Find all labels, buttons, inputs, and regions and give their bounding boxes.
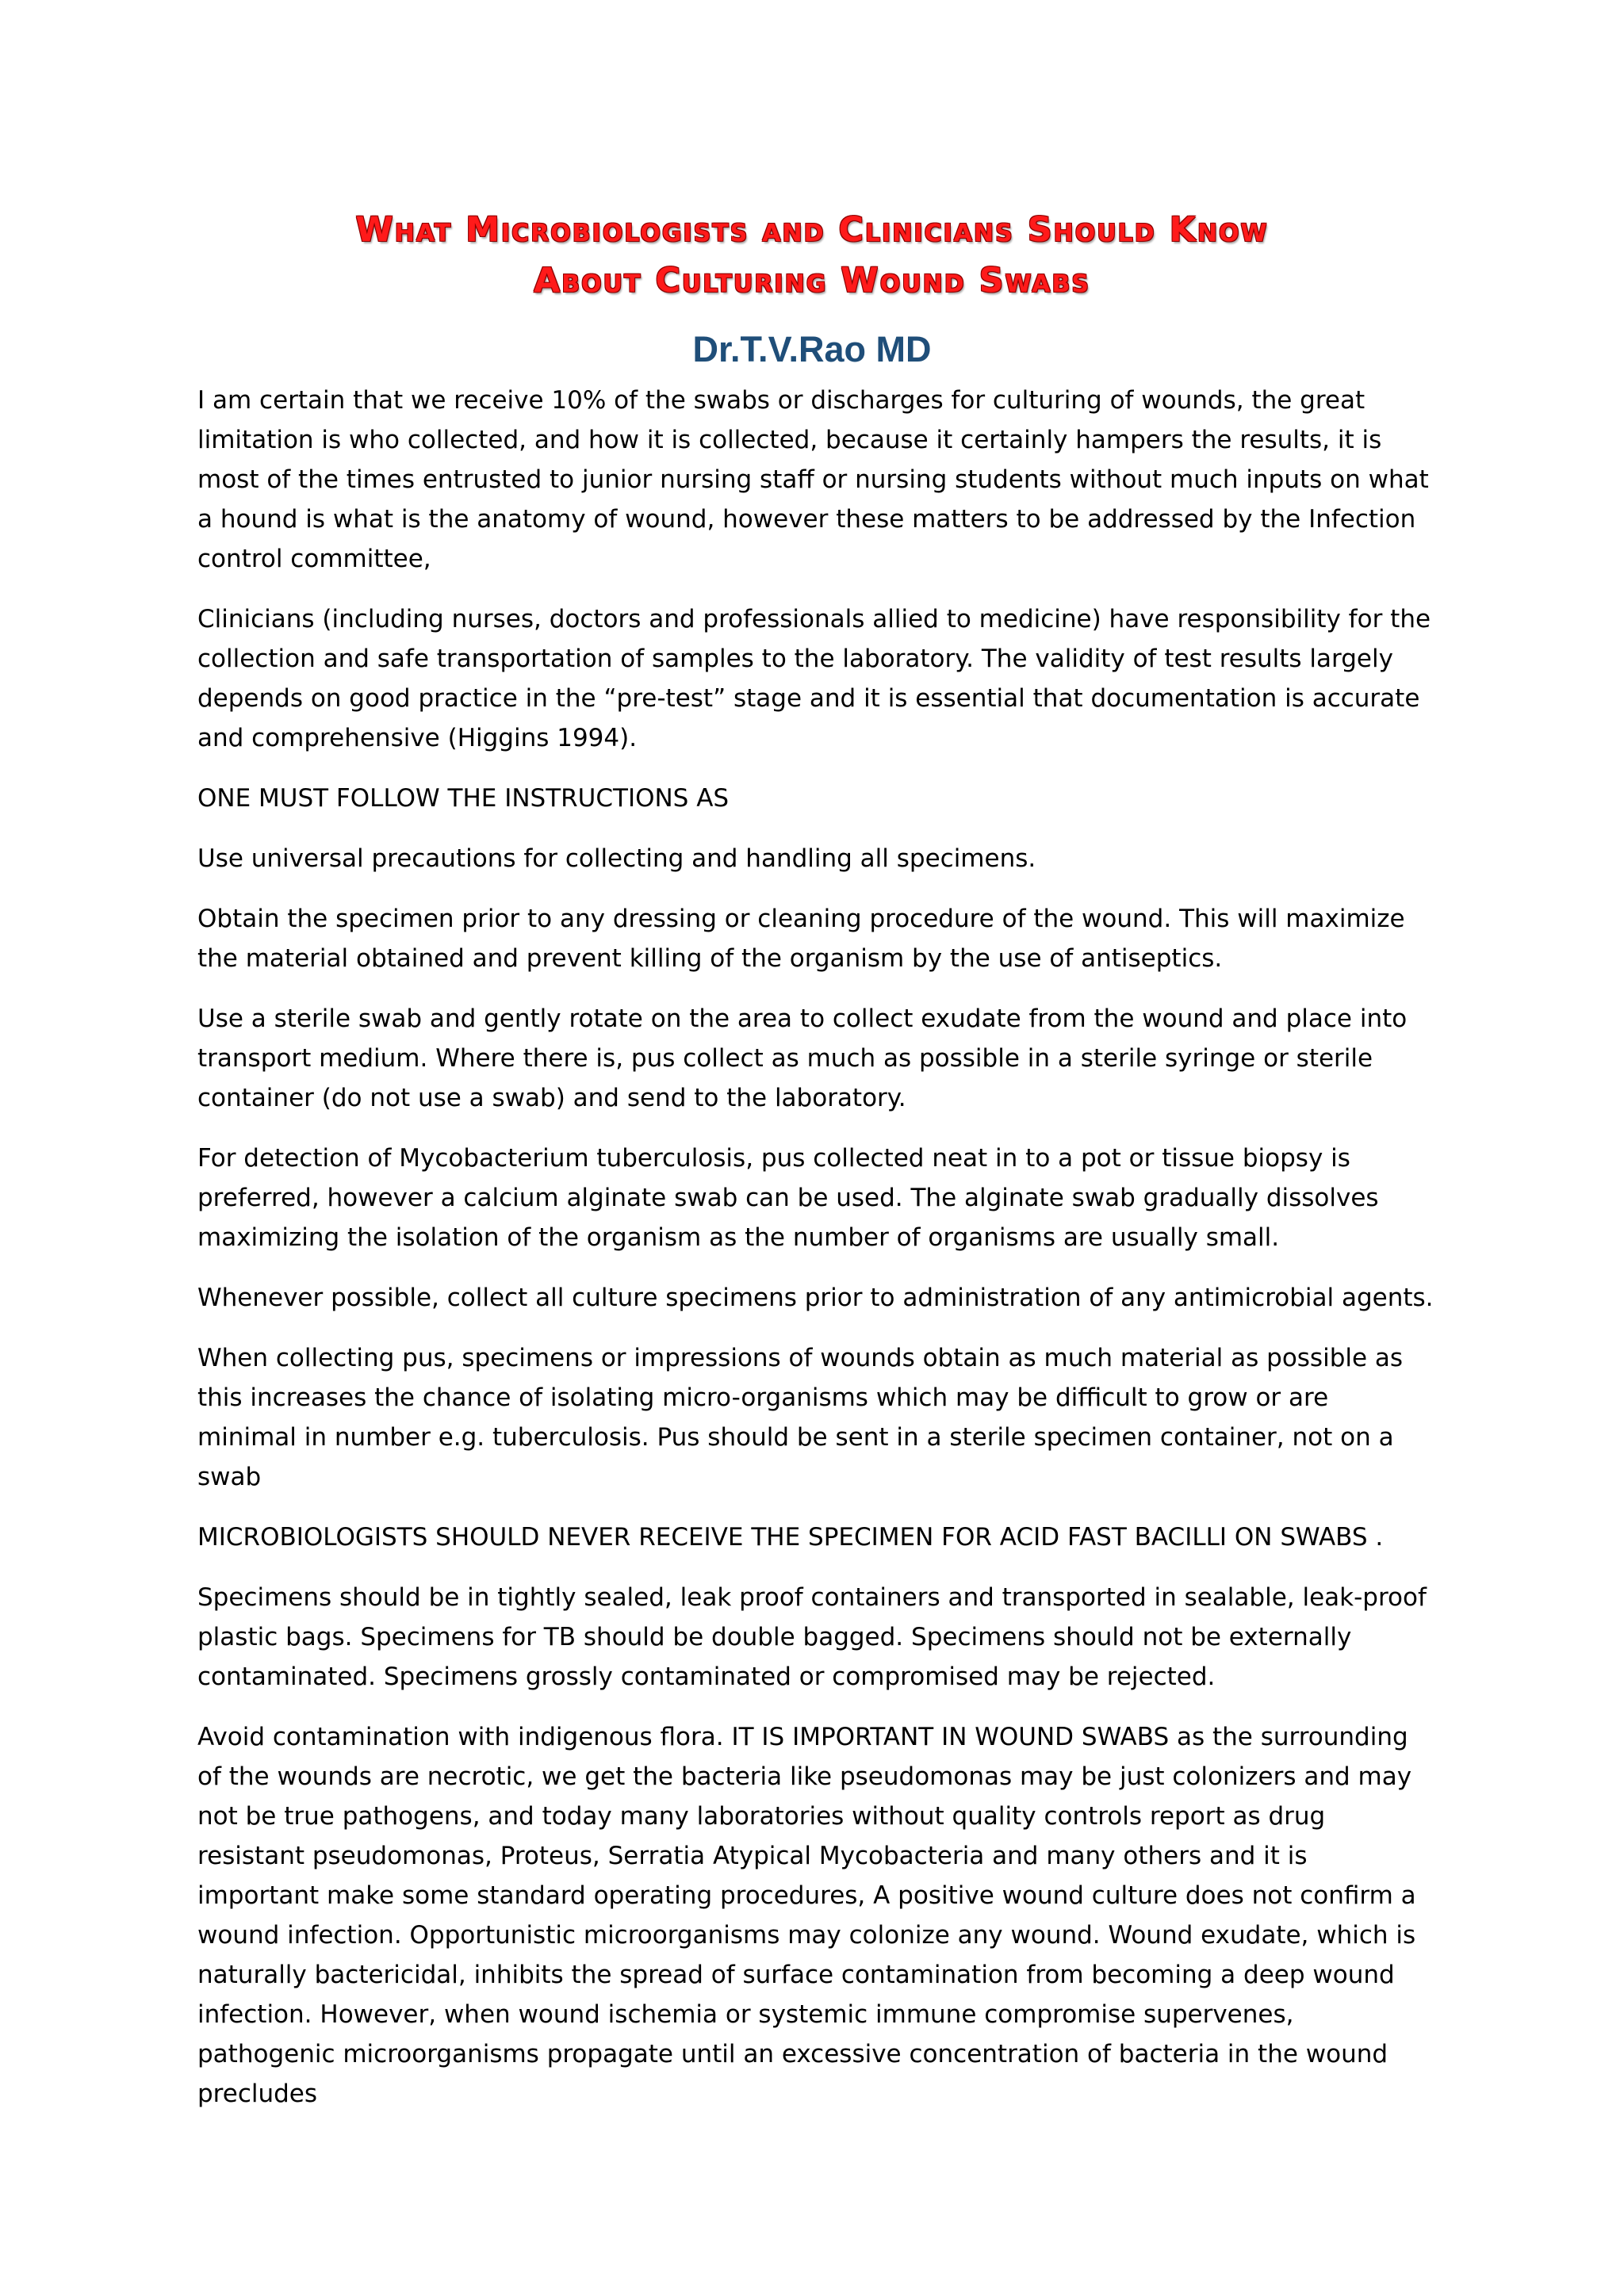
paragraph-afb-warning: MICROBIOLOGISTS SHOULD NEVER RECEIVE THE SPECIMEN FOR ACID FAST BACILLI ON SWABS .: [197, 1523, 1384, 1552]
title-line-1: What Microbiologists and Clinicians Should Know: [355, 210, 1269, 250]
paragraph-universal-precautions: Use universal precautions for collecting and handling all specimens.: [197, 844, 1036, 873]
paragraph-sterile-swab: Use a sterile swab and gently rotate on the area to collect exudate from the wound and place into transport medium. Where there is, pus collect as much as possible in a sterile syringe or sterile container (do not use a swab) and send to the laboratory.: [197, 1004, 1408, 1112]
author-name: Dr.T.V.Rao MD: [692, 329, 932, 369]
paragraph-prior-antimicrobial: Whenever possible, collect all culture specimens prior to administration of any antimicrobial agents.: [197, 1284, 1434, 1312]
document-title: [190, 205, 1434, 306]
paragraph-collecting-pus: When collecting pus, specimens or impressions of wounds obtain as much material as possible as this increases the chance of isolating micro-organisms which may be difficult to grow or are minimal in number e.g. tuberculosis. Pus should be sent in a sterile specimen container, not on a swab: [197, 1344, 1404, 1491]
paragraph-intro: I am certain that we receive 10% of the swabs or discharges for culturing of wounds, the great limitation is who collected, and how it is collected, because it certainly hampers the results, it is most of the times entrusted to junior nursing staff or nursing students without much inputs on what a hound is what is the anatomy of wound, however these matters to be addressed by the Infection control committee,: [197, 386, 1429, 573]
paragraph-containers: Specimens should be in tightly sealed, leak proof containers and transported in sealable, leak-proof plastic bags. Specimens for TB should be double bagged. Specimens should not be externally contaminated. Specimens grossly contaminated or compromised may be rejected.: [197, 1583, 1427, 1691]
paragraph-instructions-heading: ONE MUST FOLLOW THE INSTRUCTIONS AS: [197, 784, 730, 813]
paragraph-contamination: Avoid contamination with indigenous flora. IT IS IMPORTANT IN WOUND SWABS as the surrounding of the wounds are necrotic, we get the bacteria like pseudomonas may be just colonizers and may not be true pathogens, and today many laboratories without quality controls report as drug resistant pseudomonas, Proteus, Serratia Atypical Mycobacteria and many others and it is important make some standard operating procedures, A positive wound culture does not confirm a wound infection. Opportunistic microorganisms may colonize any wound. Wound exudate, which is naturally bactericidal, inhibits the spread of surface contamination from becoming a deep wound infection. However, when wound ischemia or systemic immune compromise supervenes, pathogenic microorganisms propagate until an excessive concentration of bacteria in the wound precludes: [197, 1723, 1416, 2108]
paragraph-obtain-specimen: Obtain the specimen prior to any dressing or cleaning procedure of the wound. This will maximize the material obtained and prevent killing of the organism by the use of antiseptics.: [197, 905, 1405, 973]
paragraph-tuberculosis: For detection of Mycobacterium tuberculosis, pus collected neat in to a pot or tissue biopsy is preferred, however a calcium alginate swab can be used. The alginate swab gradually dissolves maximizing the isolation of the organism as the number of organisms are usually small.: [197, 1144, 1379, 1252]
paragraph-clinicians: Clinicians (including nurses, doctors and professionals allied to medicine) have responsibility for the collection and safe transportation of samples to the laboratory. The validity of test results largely depends on good practice in the “pre-test” stage and it is essential that documentation is accurate and comprehensive (Higgins 1994).: [197, 605, 1431, 752]
title-line-2: About Culturing Wound Swabs: [534, 261, 1090, 300]
document-body: [197, 381, 1434, 2134]
